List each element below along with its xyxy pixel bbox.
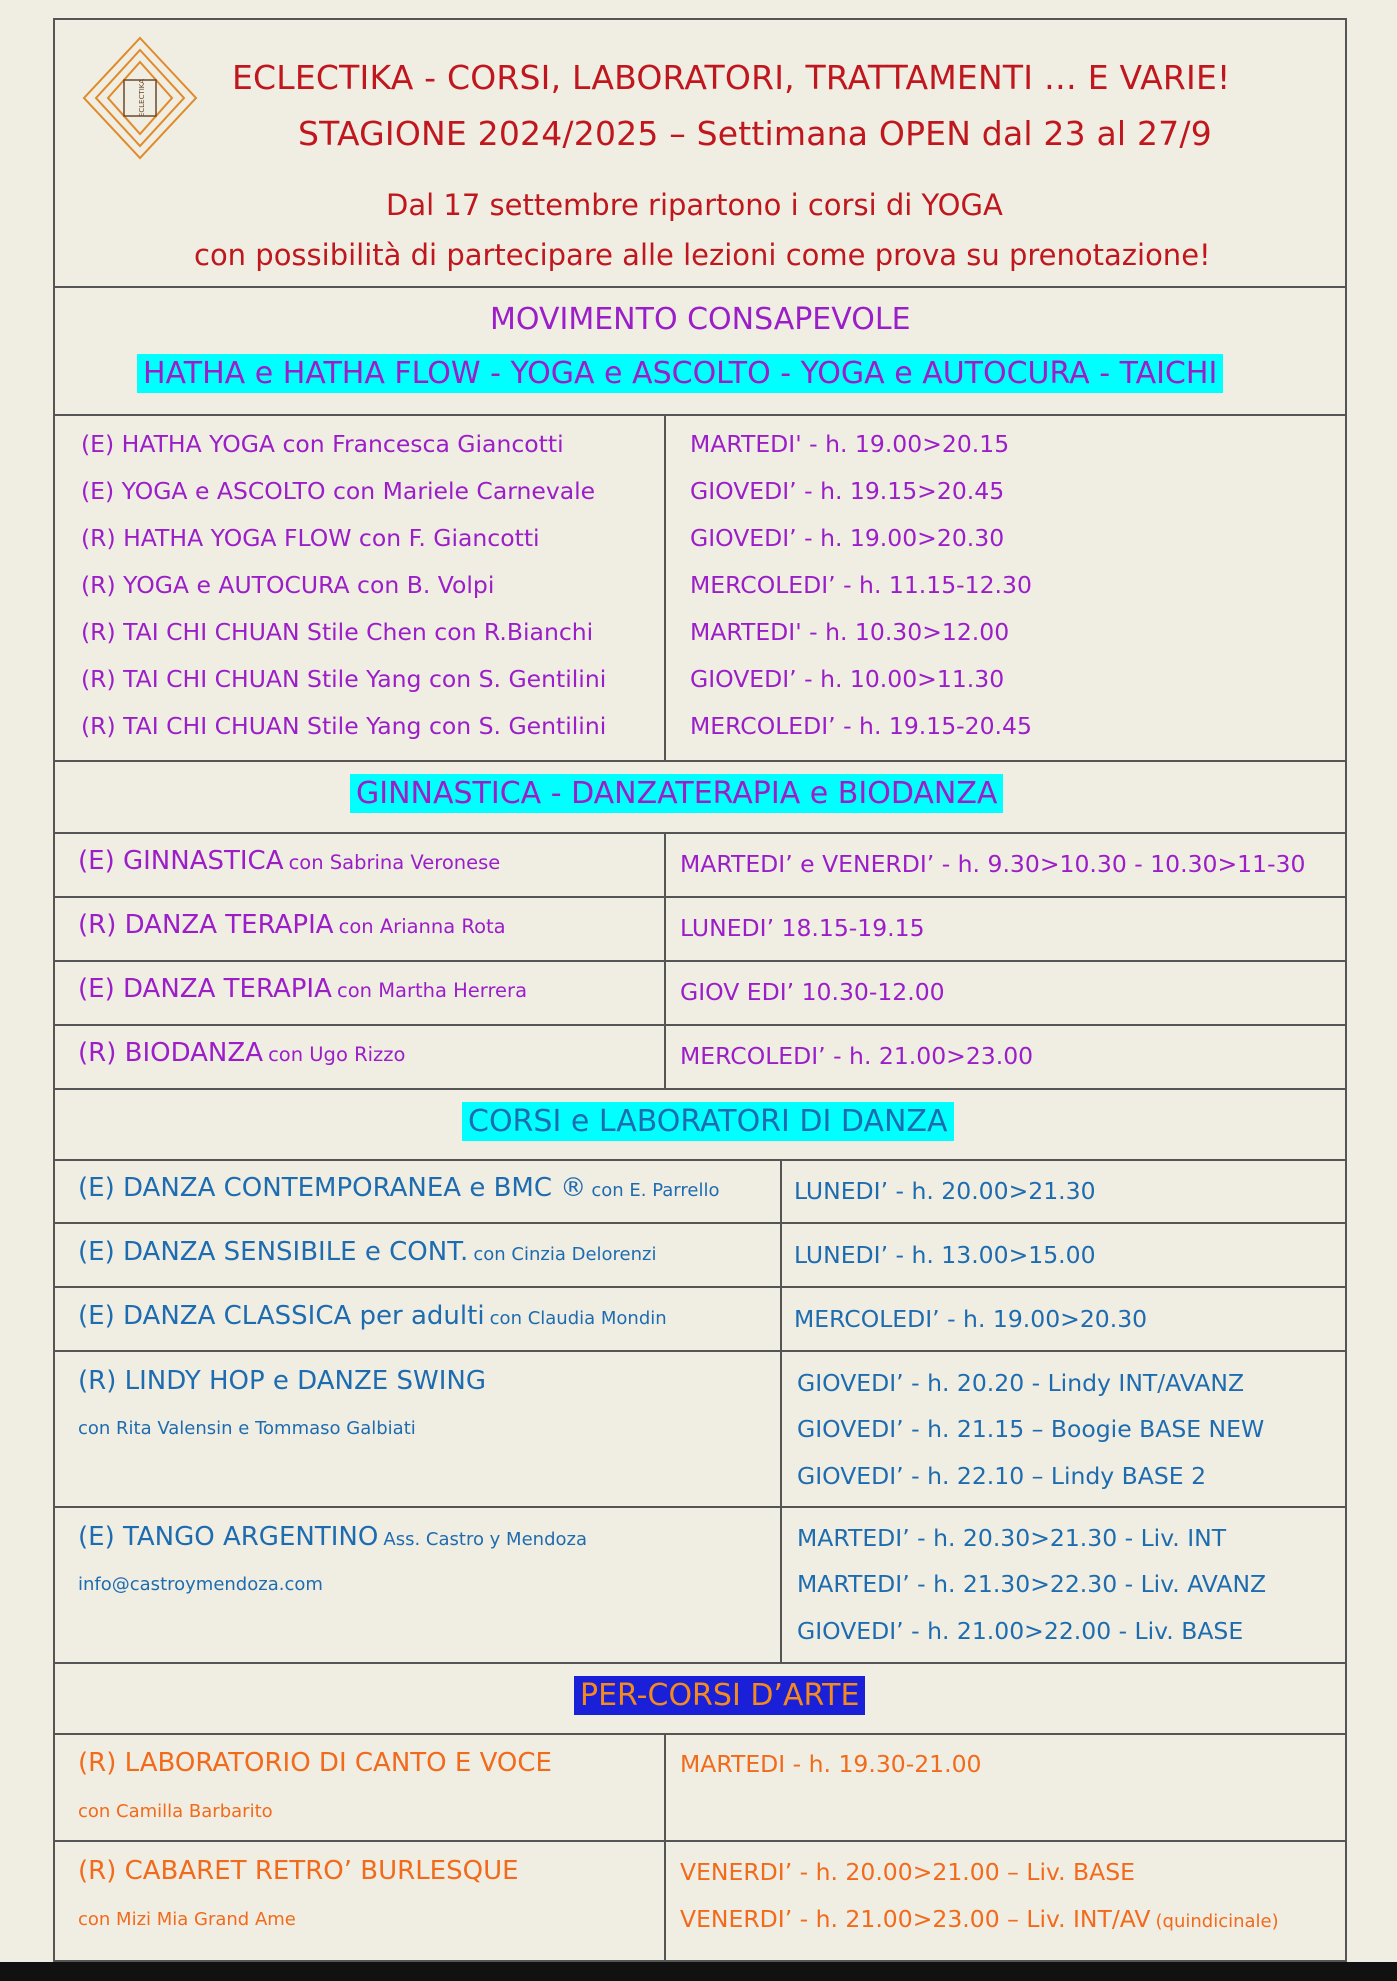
divider — [53, 1024, 1347, 1026]
divider — [53, 960, 1347, 962]
course-schedule: LUNEDI’ - h. 13.00>15.00 — [794, 1241, 1096, 1269]
course-teacher: con Ugo Rizzo — [268, 1043, 406, 1066]
course-schedule: MARTEDI’ - h. 21.30>22.30 - Liv. AVANZ — [797, 1570, 1267, 1598]
course-name: (E) DANZA SENSIBILE e CONT. — [78, 1237, 469, 1267]
course-teacher: con Rita Valensin e Tommaso Galbiati — [78, 1418, 416, 1439]
course-schedule: GIOVEDI’ - h. 10.00>11.30 — [690, 665, 1005, 693]
course-schedule: LUNEDI’ 18.15-19.15 — [680, 914, 925, 942]
course-teacher: con Sabrina Veronese — [288, 851, 501, 874]
course-schedule: GIOVEDI’ - h. 20.20 - Lindy INT/AVANZ — [797, 1369, 1245, 1397]
header-subtitle: STAGIONE 2024/2025 – Settimana OPEN dal 23 al 27/9 — [298, 114, 1212, 153]
contact-email: info@castroymendoza.com — [78, 1574, 323, 1595]
section-title-movimento: MOVIMENTO CONSAPEVOLE — [490, 302, 911, 337]
divider — [53, 760, 1347, 762]
course-name: (R) YOGA e AUTOCURA con B. Volpi — [81, 571, 495, 599]
course-schedule: GIOVEDI’ - h. 21.00>22.00 - Liv. BASE — [797, 1617, 1244, 1645]
course-teacher: con Arianna Rota — [338, 915, 506, 938]
course-name: (E) GINNASTICA — [78, 846, 284, 876]
divider — [53, 1506, 1347, 1508]
section-title-ginnastica: GINNASTICA - DANZATERAPIA e BIODANZA — [350, 774, 1003, 813]
course-schedule: MERCOLEDI’ - h. 11.15-12.30 — [690, 571, 1032, 599]
course-schedule: VENERDI’ - h. 20.00>21.00 – Liv. BASE — [680, 1858, 1135, 1886]
divider — [53, 1159, 1347, 1161]
notice-line-1: Dal 17 settembre ripartono i corsi di YOGA — [386, 188, 1003, 222]
course-schedule: MARTEDI’ e VENERDI’ - h. 9.30>10.30 - 10.30>11-30 — [680, 850, 1306, 878]
course-teacher: Ass. Castro y Mendoza — [383, 1529, 587, 1550]
course-schedule: MERCOLEDI’ - h. 19.00>20.30 — [794, 1305, 1148, 1333]
divider — [53, 1662, 1347, 1664]
course-schedule: MERCOLEDI’ - h. 19.15-20.45 — [690, 712, 1032, 740]
course-name: (E) TANGO ARGENTINO — [78, 1522, 379, 1552]
column-divider — [780, 1159, 782, 1662]
divider — [53, 1840, 1347, 1842]
course-teacher: con Mizi Mia Grand Ame — [78, 1909, 296, 1930]
column-divider — [664, 1733, 666, 1962]
course-teacher: con Claudia Mondin — [489, 1308, 667, 1329]
divider — [53, 1286, 1347, 1288]
course-name: (R) TAI CHI CHUAN Stile Chen con R.Bianchi — [81, 618, 594, 646]
course-teacher: con Martha Herrera — [336, 979, 528, 1002]
section-subtitle-movimento: HATHA e HATHA FLOW - YOGA e ASCOLTO - YOGA e AUTOCURA - TAICHI — [137, 354, 1223, 393]
divider — [53, 414, 1347, 416]
course-name: (R) LABORATORIO DI CANTO E VOCE — [78, 1748, 552, 1778]
header-title: ECLECTIKA - CORSI, LABORATORI, TRATTAMENTI … E VARIE! — [232, 58, 1231, 97]
course-schedule: GIOVEDI’ - h. 19.00>20.30 — [690, 524, 1005, 552]
section-title-arte: PER-CORSI D’ARTE — [574, 1676, 865, 1715]
divider — [53, 1350, 1347, 1352]
divider — [53, 832, 1347, 834]
divider — [53, 1733, 1347, 1735]
course-teacher: con Cinzia Delorenzi — [473, 1244, 657, 1265]
course-name: (R) TAI CHI CHUAN Stile Yang con S. Gentilini — [81, 712, 607, 740]
course-schedule: MARTEDI' - h. 10.30>12.00 — [690, 618, 1010, 646]
course-name: (E) HATHA YOGA con Francesca Giancotti — [81, 430, 564, 458]
course-name: (R) LINDY HOP e DANZE SWING — [78, 1366, 486, 1396]
svg-text:ECLECTIKA: ECLECTIKA — [138, 78, 146, 118]
course-schedule: MARTEDI' - h. 19.00>20.15 — [690, 430, 1010, 458]
course-schedule: GIOVEDI’ - h. 21.15 – Boogie BASE NEW — [797, 1415, 1265, 1443]
course-name: (R) TAI CHI CHUAN Stile Yang con S. Gentilini — [81, 665, 607, 693]
section-title-danza: CORSI e LABORATORI DI DANZA — [462, 1102, 954, 1141]
course-name: (E) DANZA CONTEMPORANEA e BMC ® — [78, 1173, 587, 1203]
course-schedule: VENERDI’ - h. 21.00>23.00 – Liv. INT/AV — [680, 1905, 1151, 1933]
divider — [53, 896, 1347, 898]
course-name: (R) DANZA TERAPIA — [78, 910, 334, 940]
course-schedule: GIOVEDI’ - h. 22.10 – Lindy BASE 2 — [797, 1462, 1207, 1490]
course-name: (R) CABARET RETRO’ BURLESQUE — [78, 1856, 519, 1886]
course-teacher: con E. Parrello — [591, 1180, 720, 1201]
course-teacher: con Camilla Barbarito — [78, 1801, 273, 1822]
course-schedule: MERCOLEDI’ - h. 21.00>23.00 — [680, 1042, 1034, 1070]
column-divider — [664, 414, 666, 760]
course-schedule: LUNEDI’ - h. 20.00>21.30 — [794, 1177, 1096, 1205]
course-name: (R) BIODANZA — [78, 1038, 263, 1068]
schedule-note: (quindicinale) — [1155, 1911, 1279, 1932]
course-name: (R) HATHA YOGA FLOW con F. Giancotti — [81, 524, 540, 552]
course-schedule: MARTEDI’ - h. 20.30>21.30 - Liv. INT — [797, 1524, 1227, 1552]
column-divider — [664, 832, 666, 1088]
course-name: (E) DANZA TERAPIA — [78, 974, 332, 1004]
course-schedule: GIOV EDI’ 10.30-12.00 — [680, 978, 945, 1006]
divider — [53, 1222, 1347, 1224]
divider — [53, 286, 1347, 288]
notice-line-2: con possibilità di partecipare alle lezioni come prova su prenotazione! — [194, 238, 1211, 272]
eclectika-logo-icon — [80, 34, 200, 162]
course-name: (E) DANZA CLASSICA per adulti — [78, 1301, 485, 1331]
course-schedule: GIOVEDI’ - h. 19.15>20.45 — [690, 477, 1005, 505]
divider — [53, 1088, 1347, 1090]
course-schedule: MARTEDI - h. 19.30-21.00 — [680, 1750, 982, 1778]
page-bottom-bar — [0, 1962, 1397, 1981]
course-name: (E) YOGA e ASCOLTO con Mariele Carnevale — [81, 477, 596, 505]
